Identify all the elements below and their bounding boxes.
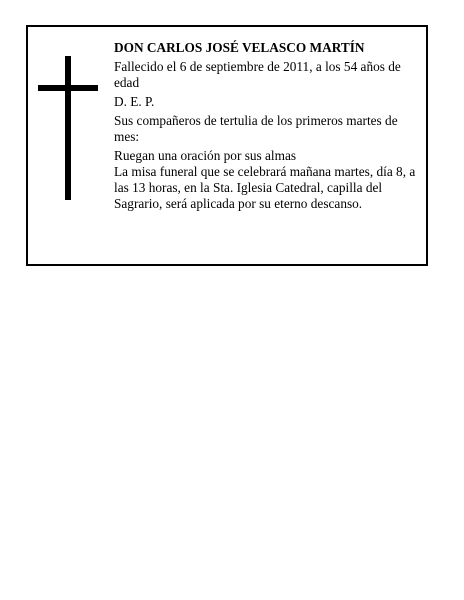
funeral-mass: La misa funeral que se celebrará mañana martes, día 8, a las 13 horas, en la Sta. Iglesia Catedral, capilla del Sagrario, será aplicada por su eterno descanso. [114, 164, 416, 211]
rest-in-peace: D. E. P. [114, 94, 155, 109]
mourners: Sus compañeros de tertulia de los primeros martes de mes: [114, 113, 398, 144]
deceased-name: DON CARLOS JOSÉ VELASCO MARTÍN [114, 40, 365, 55]
cross-vertical-bar [65, 56, 71, 200]
notice-text [114, 40, 416, 212]
cross-icon [38, 56, 98, 200]
obituary-notice [26, 25, 428, 266]
cross-horizontal-bar [38, 85, 98, 91]
death-date: Fallecido el 6 de septiembre de 2011, a los 54 años de edad [114, 59, 401, 90]
prayer-request: Ruegan una oración por sus almas [114, 148, 297, 163]
